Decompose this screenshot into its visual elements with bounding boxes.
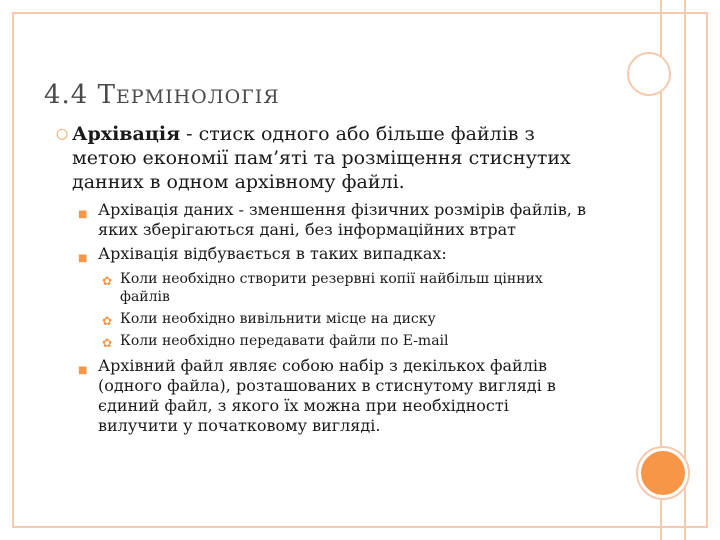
sub-bullet-2-text: Архівація відбувається в таких випадках:: [98, 244, 447, 263]
main-bullet: [56, 122, 596, 194]
case-item-2: [102, 310, 572, 328]
term-definition: - стиск одного або більше файлів з метою економії пам’яті та розміщення стиснутих данних в одном архівному файлі.: [72, 123, 571, 193]
circle-bullet-icon: ○: [56, 126, 69, 142]
square-bullet-icon: ■: [78, 365, 88, 376]
orange-bullet-icon: ✿: [102, 314, 113, 328]
term-archiving: Архівація: [72, 123, 181, 145]
case-item-1-text: Коли необхідно створити резервні копії найбільш цінних файлів: [120, 271, 543, 305]
case-item-3: [102, 332, 572, 350]
square-bullet-icon: ■: [78, 209, 88, 220]
slide-title: [44, 80, 280, 110]
case-item-3-text: Коли необхідно передавати файли по E-mail: [120, 333, 449, 349]
case-item-2-text: Коли необхідно вивільнити місце на диску: [120, 311, 436, 327]
slide-title-rest: ЕРМІНОЛОГІЯ: [115, 86, 280, 108]
sub-bullet-3-text: Архівний файл являє собою набір з декількох файлів (одного файла), розташованих в стиснутому вигляді в єдиний файл, з якого їх можна при необхідності вилучити у початковому вигляді.: [98, 356, 556, 435]
slide-title-prefix: 4.4 Т: [44, 80, 116, 110]
decorative-circle-top: [627, 52, 671, 96]
decorative-circle-bottom: [638, 448, 688, 498]
case-item-1: [102, 270, 572, 306]
orange-bullet-icon: ✿: [102, 274, 113, 288]
sub-bullet-3: [78, 356, 578, 436]
orange-bullet-icon: ✿: [102, 336, 113, 350]
sub-bullet-1-text: Архівація даних - зменшення фізичних розмірів файлів, в яких зберігаються дані, без інформаційних втрат: [98, 200, 586, 239]
sub-bullet-1: [78, 200, 618, 240]
sub-bullet-2: [78, 244, 618, 264]
square-bullet-icon: ■: [78, 253, 88, 264]
